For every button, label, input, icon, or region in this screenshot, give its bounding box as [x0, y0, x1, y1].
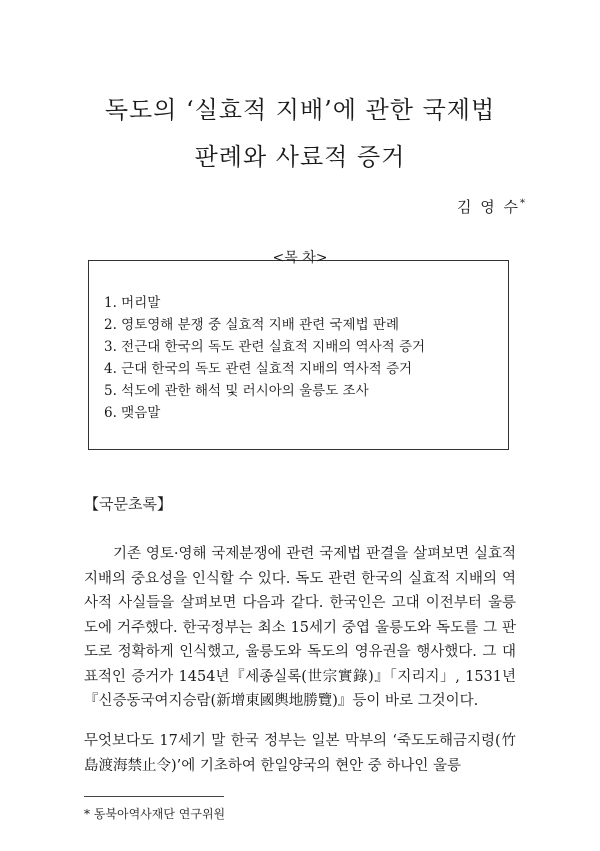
toc-item: 4. 근대 한국의 독도 관련 실효적 지배의 역사적 증거 [104, 361, 413, 377]
abstract-paragraph-2: 무엇보다도 17세기 말 한국 정부는 일본 막부의 ‘죽도도해금지령(竹島渡海禁止令)’에 기초하여 한일양국의 현안 중 하나인 울릉 [84, 733, 516, 774]
toc-item: 2. 영토영해 분쟁 중 실효적 지배 관련 국제법 판례 [104, 317, 399, 333]
toc-item: 6. 맺음말 [104, 405, 161, 421]
footnote-rule [84, 796, 224, 797]
toc-item: 5. 석도에 관한 해석 및 러시아의 울릉도 조사 [104, 383, 369, 399]
toc-list [104, 292, 425, 424]
title-line-2: 판례와 사료적 증거 [194, 143, 406, 171]
author-name: 김 영 수 [456, 198, 520, 216]
author [457, 196, 525, 217]
abstract-paragraph-1: 기존 영토·영해 국제분쟁에 관련 국제법 판결을 살펴보면 실효적 지배의 중요성을 인식할 수 있다. 독도 관련 한국의 실효적 지배의 역사적 사실들을 살펴보면 다음과 같다. 한국인은 고대 이전부터 울릉도에 거주했다. 한국정부는 최소 15세기 중엽 울릉도와 독도를 그 판도로 정확하게 인식했고, 울릉도와 독도의 영유권을 행사했다. 그 대표적인 증거가 1454년『세종실록(世宗實錄)』「지리지」, 1531년『신증동국여지승람(新增東國輿地勝覽)』등이 바로 그것이다. [84, 546, 516, 709]
author-footnote-mark: * [520, 198, 525, 209]
toc-item: 1. 머리말 [104, 295, 161, 311]
abstract-heading: 【국문초록】 [84, 495, 172, 513]
toc-item: 3. 전근대 한국의 독도 관련 실효적 지배의 역사적 증거 [104, 339, 426, 355]
toc-label: <목 차> [272, 250, 328, 266]
footnote: * 동북아역사재단 연구위원 [84, 807, 226, 821]
title-line-1: 독도의 ‘실효적 지배’에 관한 국제법 [104, 96, 496, 124]
